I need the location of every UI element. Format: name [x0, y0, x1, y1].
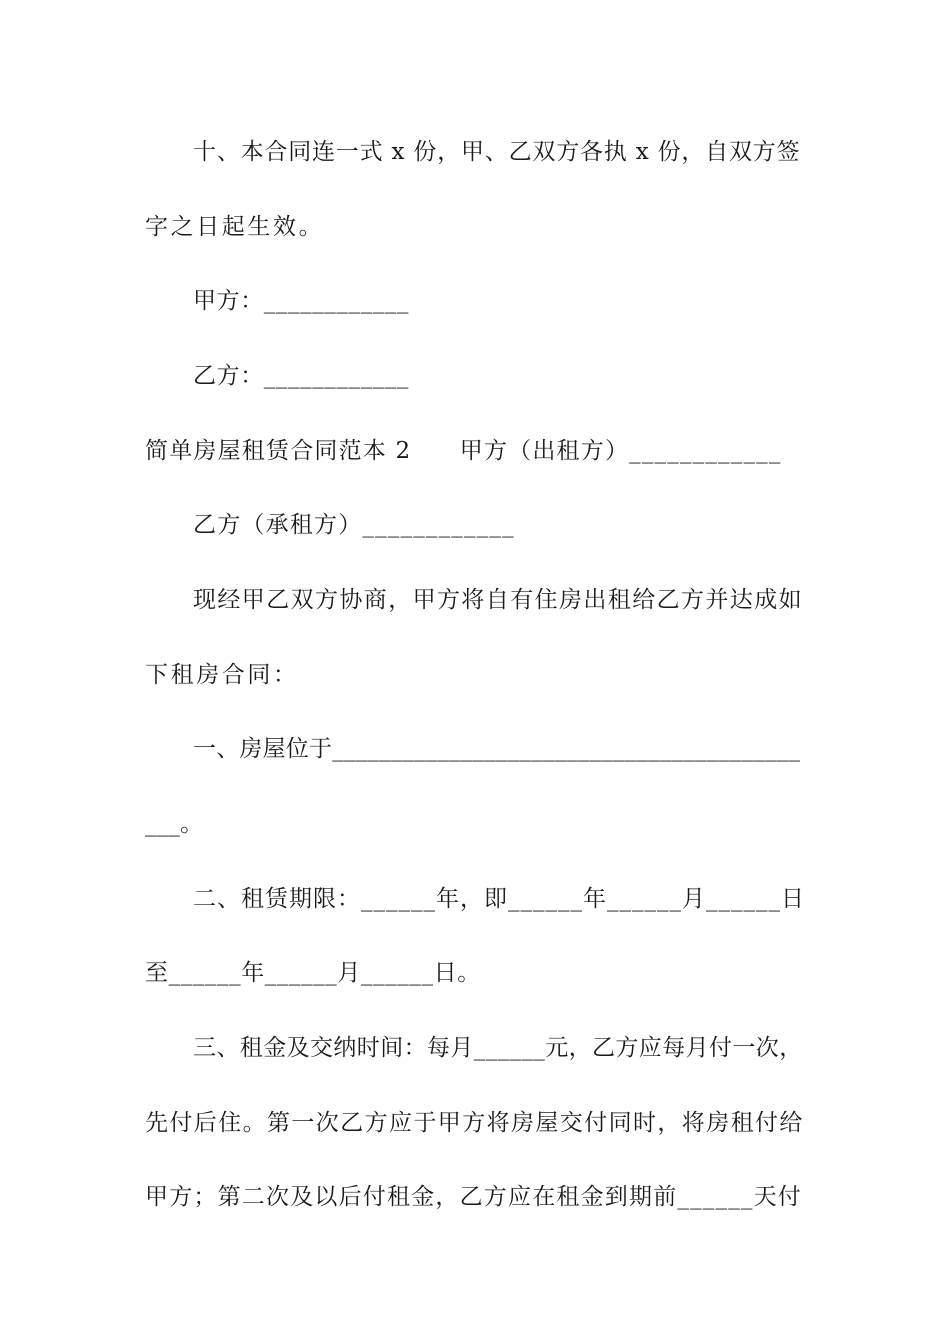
clause-2-line-2: 至______年______月______日。 — [145, 960, 481, 986]
preamble-line-2: 下租房合同： — [145, 662, 299, 688]
preamble-line-1: 现经甲乙双方协商，甲方将自有住房出租给乙方并达成如 — [193, 587, 803, 613]
clause-1-line-1: 一、房屋位于________________________________________ — [193, 736, 801, 762]
party-a-signature-line: 甲方：____________ — [193, 288, 409, 314]
clause-10-line-2: 字之日起生效。 — [145, 214, 325, 240]
clause-10-line-1: 十、本合同连一式 x 份，甲、乙双方各执 x 份，自双方签 — [193, 139, 801, 165]
lessee-line: 乙方（承租方）____________ — [193, 512, 515, 538]
clause-1-line-2: ___。 — [145, 811, 204, 837]
clause-3-line-2: 先付后住。第一次乙方应于甲方将房屋交付同时，将房租付给 — [145, 1110, 804, 1136]
clause-3-line-3: 甲方；第二次及以后付租金，乙方应在租金到期前______天付 — [145, 1184, 802, 1210]
party-b-signature-line: 乙方：____________ — [193, 363, 409, 389]
clause-3-line-1: 三、租金及交纳时间：每月______元，乙方应每月付一次， — [193, 1035, 803, 1061]
contract-2-heading-and-lessor: 简单房屋租赁合同范本 2 甲方（出租方）____________ — [145, 438, 782, 464]
clause-2-line-1: 二、租赁期限：______年，即______年______月______日 — [193, 886, 805, 912]
